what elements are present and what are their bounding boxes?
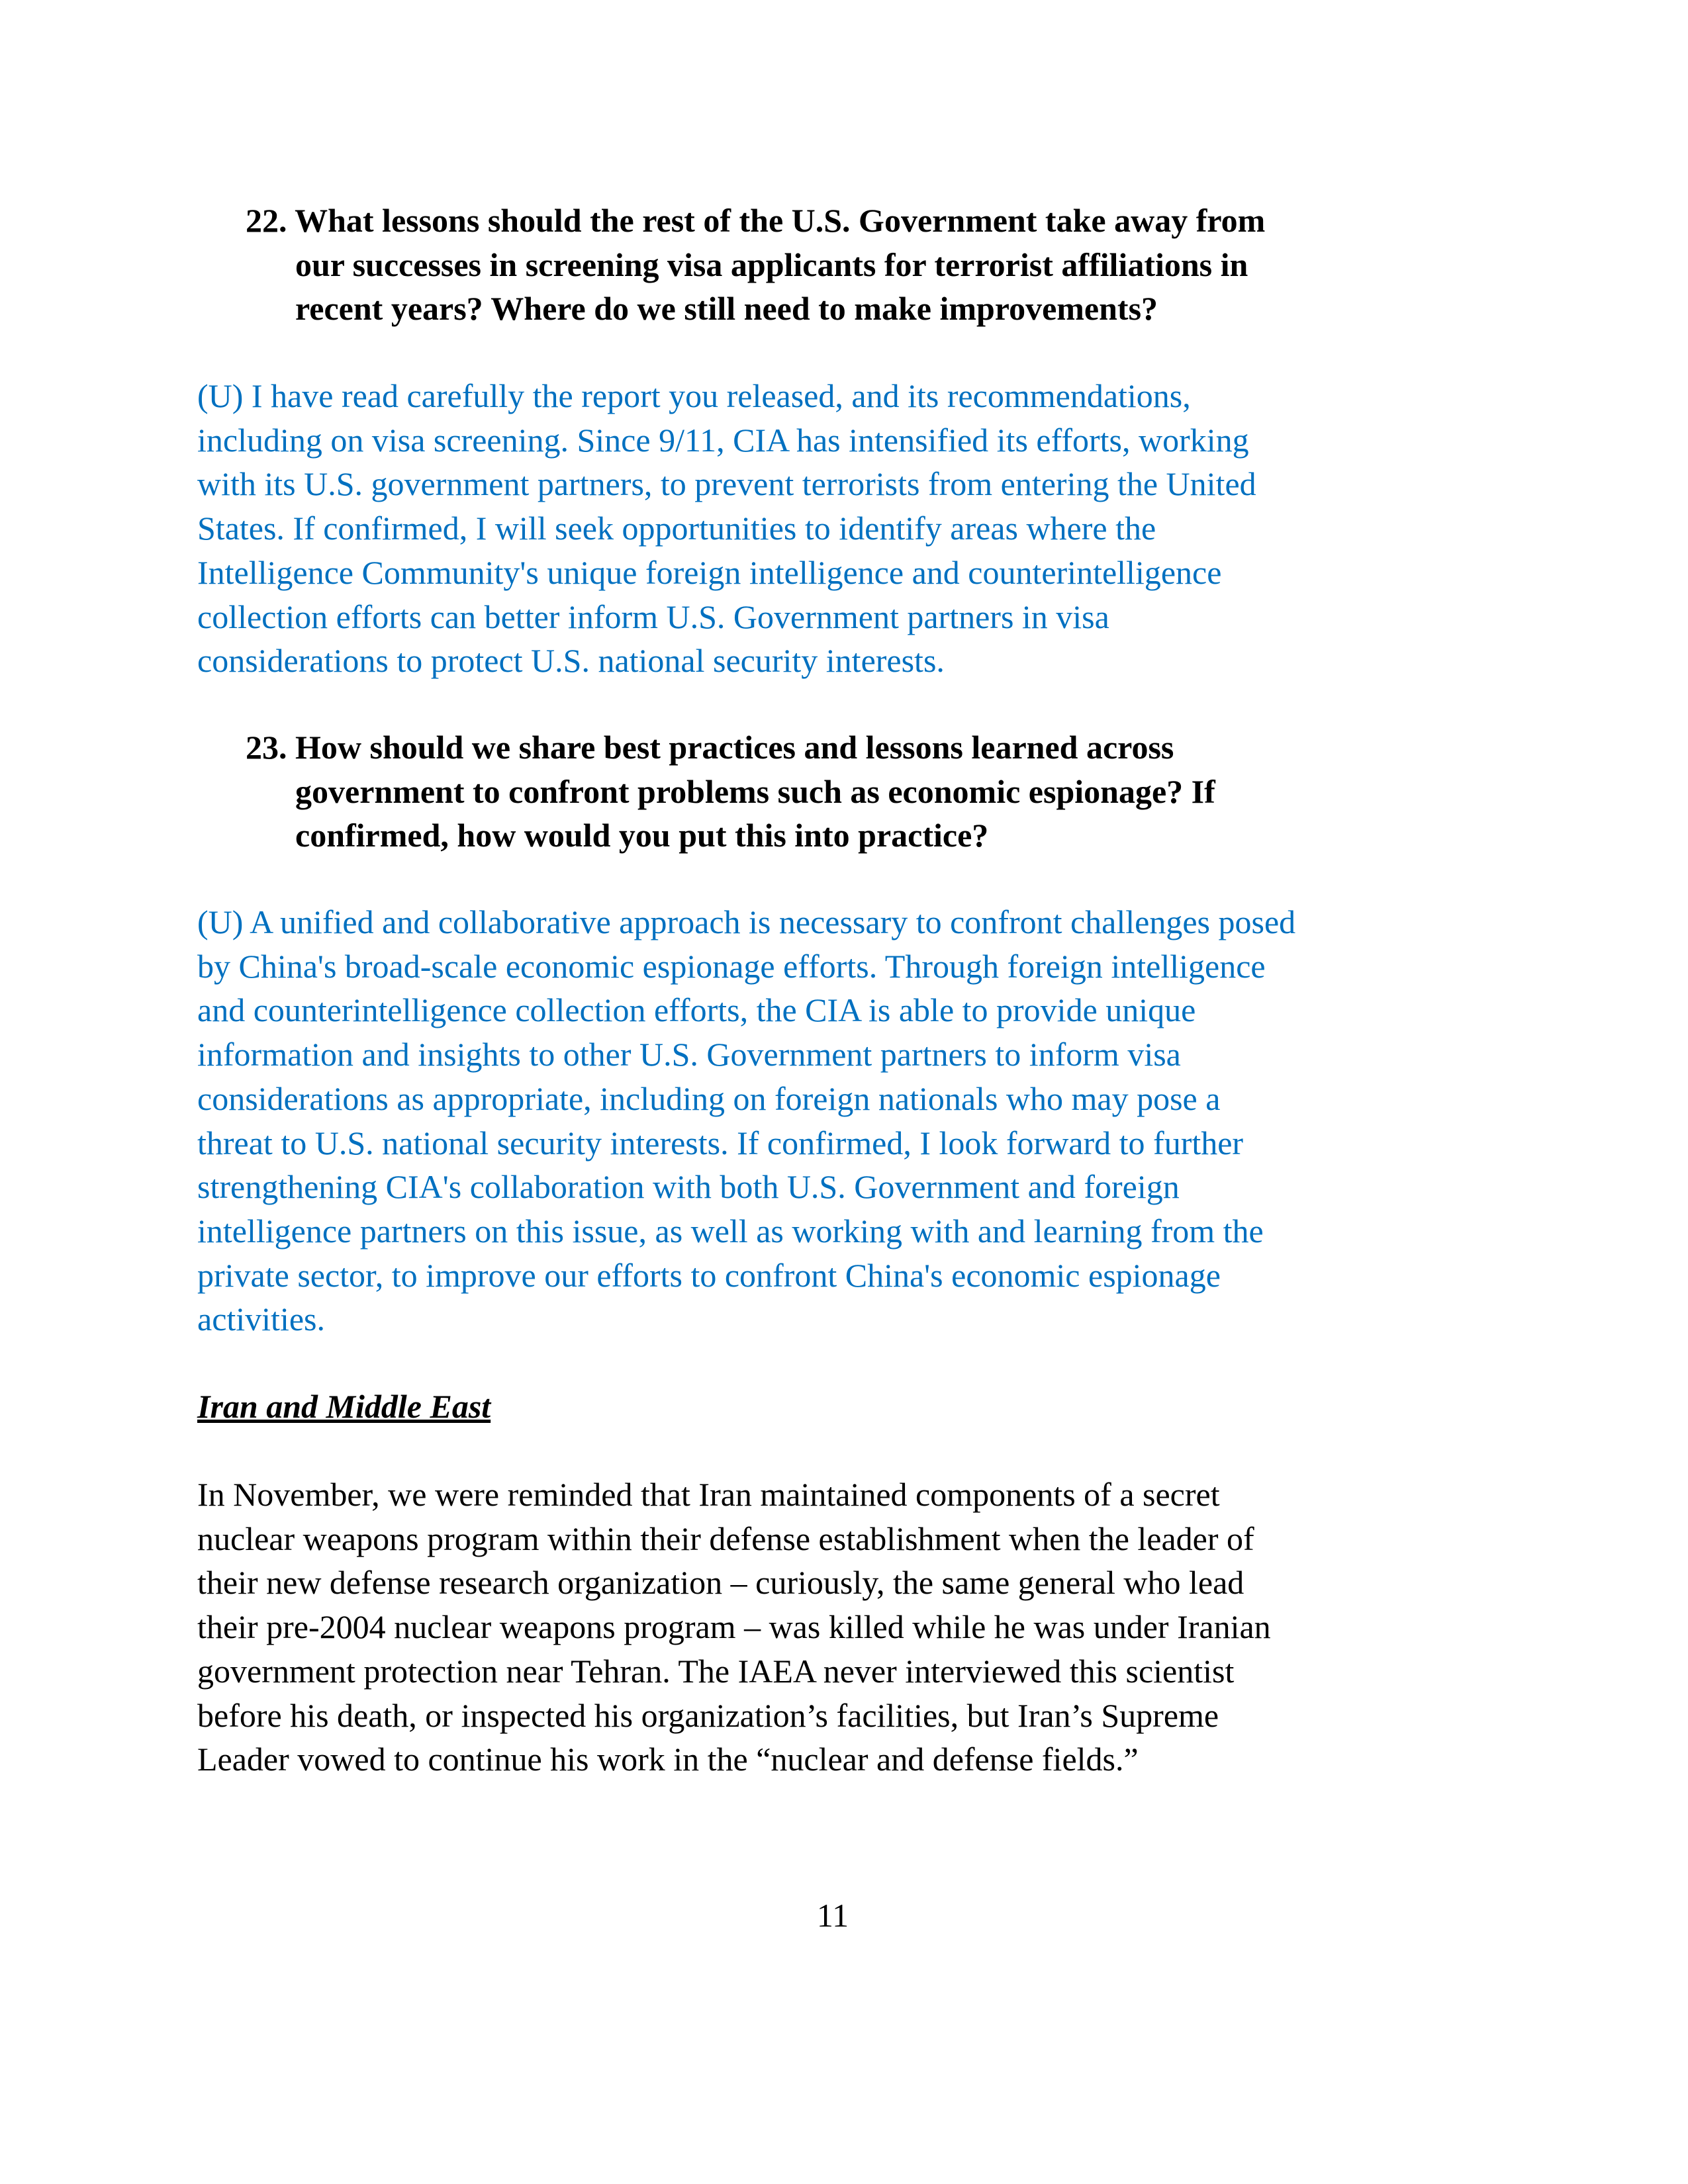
question-line: recent years? Where do we still need to make improvements? bbox=[295, 290, 1158, 328]
answer-line: (U) I have read carefully the report you released, and its recommendations, bbox=[197, 377, 1191, 414]
paragraph-line: their pre-2004 nuclear weapons program – was killed while he was under Iranian bbox=[197, 1608, 1271, 1646]
answer-line: information and insights to other U.S. Government partners to inform visa bbox=[197, 1036, 1181, 1073]
answer-line: strengthening CIA's collaboration with both U.S. Government and foreign bbox=[197, 1168, 1180, 1206]
question-line: 22. What lessons should the rest of the U.S. Government take away from bbox=[246, 202, 1266, 239]
question-line: our successes in screening visa applicants for terrorist affiliations in bbox=[295, 246, 1248, 283]
answer-23 bbox=[197, 900, 1295, 1342]
answer-line: and counterintelligence collection efforts, the CIA is able to provide unique bbox=[197, 991, 1196, 1029]
question-22 bbox=[246, 199, 1265, 331]
paragraph-line: before his death, or inspected his organization’s facilities, but Iran’s Supreme bbox=[197, 1696, 1219, 1734]
question-23 bbox=[246, 725, 1215, 858]
answer-line: States. If confirmed, I will seek opportunities to identify areas where the bbox=[197, 510, 1156, 547]
answer-line: intelligence partners on this issue, as well as working with and learning from the bbox=[197, 1212, 1264, 1250]
answer-line: threat to U.S. national security interests. If confirmed, I look forward to further bbox=[197, 1124, 1244, 1161]
answer-line: collection efforts can better inform U.S. Government partners in visa bbox=[197, 598, 1109, 635]
question-line: government to confront problems such as economic espionage? If bbox=[295, 772, 1215, 810]
page-number: 11 bbox=[816, 1897, 849, 1934]
paragraph-line: government protection near Tehran. The IAEA never interviewed this scientist bbox=[197, 1652, 1235, 1690]
paragraph-line: In November, we were reminded that Iran maintained components of a secret bbox=[197, 1476, 1220, 1513]
section-heading: Iran and Middle East bbox=[197, 1388, 491, 1425]
answer-line: with its U.S. government partners, to prevent terrorists from entering the United bbox=[197, 465, 1256, 503]
answer-line: considerations as appropriate, including on foreign nationals who may pose a bbox=[197, 1079, 1221, 1117]
paragraph-line: nuclear weapons program within their defense establishment when the leader of bbox=[197, 1520, 1254, 1557]
answer-line: Intelligence Community's unique foreign intelligence and counterintelligence bbox=[197, 553, 1222, 591]
paragraph-line: their new defense research organization – curiously, the same general who lead bbox=[197, 1564, 1244, 1602]
answer-line: considerations to protect U.S. national security interests. bbox=[197, 642, 945, 680]
question-line: confirmed, how would you put this into practice? bbox=[295, 817, 989, 854]
answer-line: including on visa screening. Since 9/11, CIA has intensified its efforts, working bbox=[197, 421, 1249, 459]
answer-line: (U) A unified and collaborative approach is necessary to confront challenges posed bbox=[197, 903, 1296, 940]
answer-22 bbox=[197, 374, 1256, 683]
answer-line: private sector, to improve our efforts to confront China's economic espionage bbox=[197, 1256, 1221, 1294]
answer-line: activities. bbox=[197, 1300, 325, 1338]
paragraph-line: Leader vowed to continue his work in the “nuclear and defense fields.” bbox=[197, 1741, 1139, 1778]
answer-line: by China's broad-scale economic espionage efforts. Through foreign intelligence bbox=[197, 947, 1266, 985]
iran-paragraph bbox=[197, 1473, 1271, 1782]
question-line: 23. How should we share best practices and lessons learned across bbox=[246, 729, 1174, 766]
